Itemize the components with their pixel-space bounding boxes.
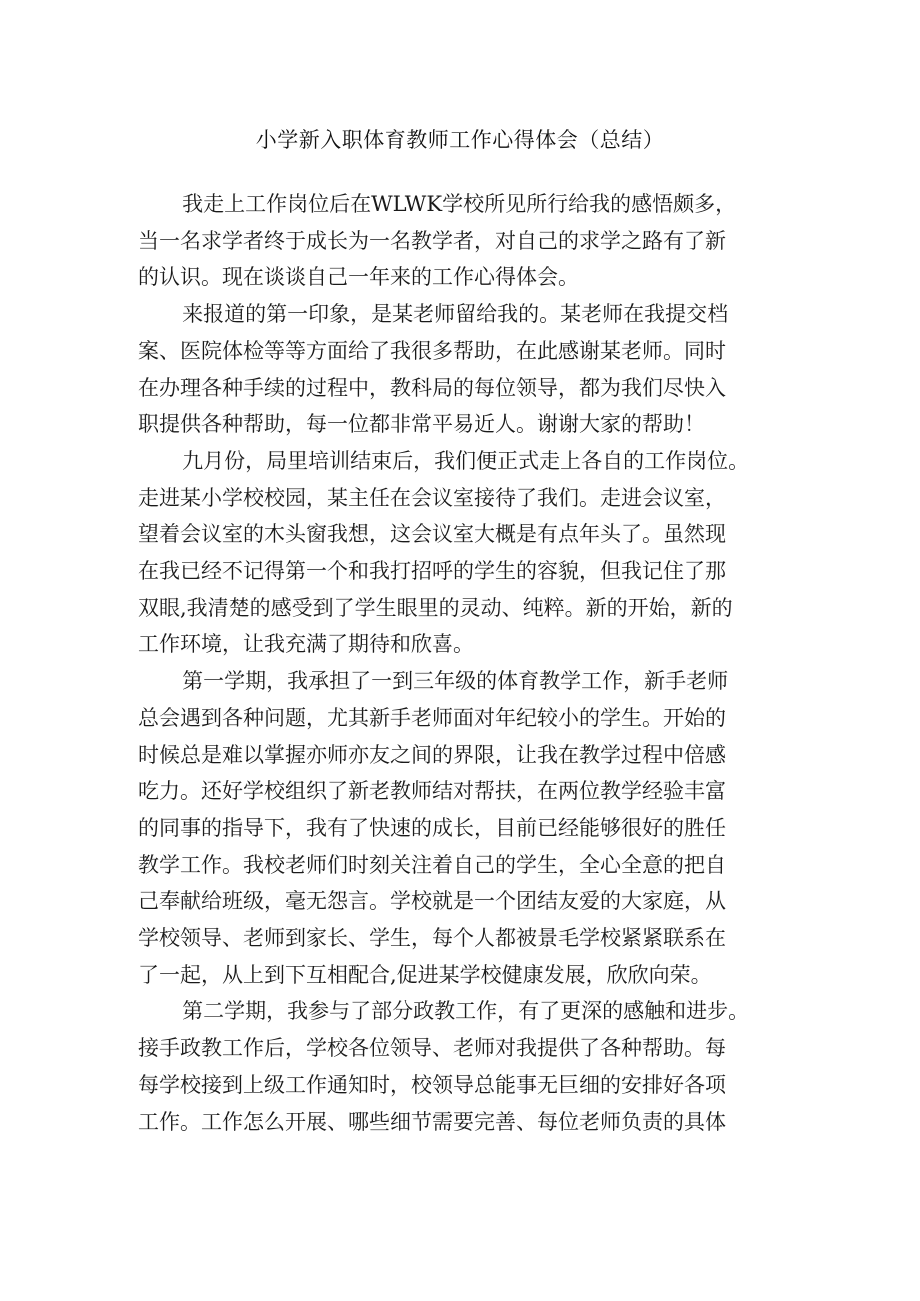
paragraph-line: 当一名求学者终于成长为一名教学者，对自己的求学之路有了新 [138, 228, 726, 253]
paragraph-5 [138, 993, 798, 1140]
paragraph-line: 时候总是难以掌握亦师亦友之间的界限，让我在教学过程中倍感 [138, 742, 726, 767]
paragraph-line: 的认识。现在谈谈自己一年来的工作心得体会。 [138, 265, 579, 290]
paragraph-line: 望着会议室的木头窗我想，这会议室大概是有点年头了。虽然现 [138, 522, 726, 547]
paragraph-line: 学校领导、老师到家长、学生，每个人都被景毛学校紧紧联系在 [138, 926, 726, 951]
paragraph-4 [138, 663, 798, 993]
paragraph-line: 吃力。还好学校组织了新老教师结对帮扶，在两位教学经验丰富 [138, 779, 726, 804]
paragraph-3 [138, 443, 798, 663]
paragraph-line: 在办理各种手续的过程中，教科局的每位领导，都为我们尽快入 [138, 375, 726, 400]
document-title: 小学新入职体育教师工作心得体会（总结） [255, 128, 665, 152]
paragraph-line: 了一起，从上到下互相配合,促进某学校健康发展，欣欣向荣。 [138, 962, 712, 987]
paragraph-line: 的同事的指导下，我有了快速的成长，目前已经能够很好的胜任 [138, 815, 726, 840]
paragraph-line: 我走上工作岗位后在WLWK学校所见所行给我的感悟颇多， [182, 192, 737, 216]
paragraph-line: 来报道的第一印象，是某老师留给我的。某老师在我提交档 [182, 302, 729, 327]
paragraph-line: 双眼,我清楚的感受到了学生眼里的灵动、纯粹。新的开始，新的 [138, 595, 733, 620]
paragraph-line: 第二学期，我参与了部分政教工作，有了更深的感触和进步。 [182, 999, 750, 1024]
paragraph-line: 工作环境，让我充满了期待和欣喜。 [138, 632, 474, 657]
paragraph-line: 己奉献给班级，毫无怨言。学校就是一个团结友爱的大家庭，从 [138, 889, 726, 914]
paragraph-line: 总会遇到各种问题，尤其新手老师面对年纪较小的学生。开始的 [138, 705, 726, 730]
paragraph-line: 九月份，局里培训结束后，我们便正式走上各自的工作岗位。 [182, 448, 750, 473]
paragraph-1 [138, 186, 798, 296]
paragraph-line: 在我已经不记得第一个和我打招呼的学生的容貌，但我记住了那 [138, 559, 726, 584]
paragraph-line: 走进某小学校校园，某主任在会议室接待了我们。走进会议室， [138, 485, 726, 510]
paragraph-line: 第一学期，我承担了一到三年级的体育教学工作，新手老师 [182, 669, 729, 694]
paragraph-line: 教学工作。我校老师们时刻关注着自己的学生，全心全意的把自 [138, 852, 726, 877]
paragraph-2 [138, 296, 798, 443]
document-body [138, 186, 798, 1140]
paragraph-line: 每学校接到上级工作通知时，校领导总能事无巨细的安排好各项 [138, 1072, 726, 1097]
paragraph-line: 案、医院体检等等方面给了我很多帮助，在此感谢某老师。同时 [138, 338, 726, 363]
paragraph-line: 工作。工作怎么开展、哪些细节需要完善、每位老师负责的具体 [138, 1109, 726, 1134]
paragraph-line: 接手政教工作后，学校各位领导、老师对我提供了各种帮助。每 [138, 1036, 726, 1061]
paragraph-line: 职提供各种帮助，每一位都非常平易近人。谢谢大家的帮助！ [138, 412, 705, 437]
